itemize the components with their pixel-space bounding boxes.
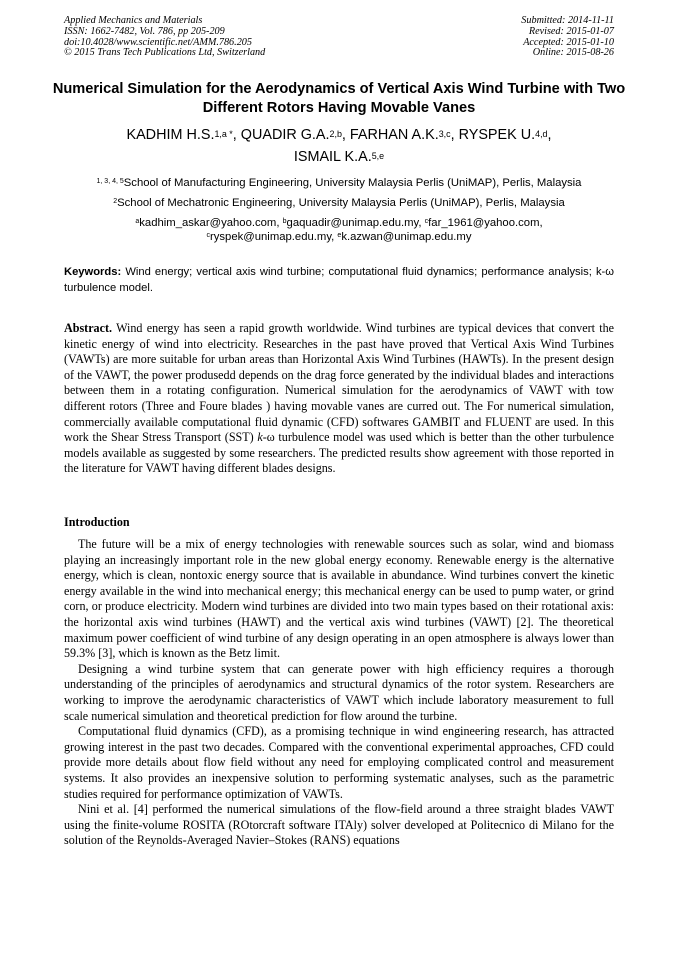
paragraph: The future will be a mix of energy technologies with renewable sources such as solar, wind and biomass playing an increasingly important role in the new global energy economy. Renewable energy is the alternative energy, which is clean, nontoxic energy source that is available in abundance. Wind turbines convert the kinetic energy available in the wind into mechanical energy; this mechanical energy can be used to pump water, or grind corn, or produce electricity. Modern wind turbines are divided into two main types based on their rotational axis: the horizontal axis wind turbines (HAWT) and the vertical axis wind turbines (VAWT) [2]. The theoretical maximum power coefficient of wind turbine of any design operating in an open atmosphere is always lower than 59.3% [3], which is known as the Betz limit.: [64, 537, 614, 661]
abstract-label: Abstract.: [64, 321, 113, 335]
author-sup: 1,a *: [214, 129, 233, 140]
journal-info: [64, 16, 265, 59]
affiliation: [40, 196, 638, 210]
journal-issn: ISSN: 1662-7482, Vol. 786, pp 205-209: [64, 25, 225, 37]
email-sup: c: [424, 218, 429, 226]
publication-dates: [521, 16, 614, 59]
affiliation-text: School of Manufacturing Engineering, University Malaysia Perlis (UniMAP), Perlis, Malaysia: [123, 177, 582, 189]
introduction-heading: Introduction: [64, 515, 130, 529]
abstract-block: [64, 321, 614, 477]
author-name: FARHAN A.K.: [349, 127, 439, 143]
email-sup: a: [135, 218, 140, 226]
keywords-text: Wind energy; vertical axis wind turbine; computational fluid dynamics; performance analysis; k-ω turbulence model.: [64, 266, 615, 294]
affiliation: [40, 176, 638, 190]
author-sup: 2,b: [329, 129, 342, 140]
paragraph: Computational fluid dynamics (CFD), as a promising technique in wind engineering research, has attracted growing interest in the past two decades. Compared with the conventional experimental approaches, CFD could provide more details about flow field without any need for employing complicated control and measurement systems. It also provides an inexpensive solution to performing systematic analyses, such as the parametric studies required for performance optimization of VAWTs.: [64, 724, 614, 801]
author-list: KADHIM H.S.$^{1,a *}$, QUADIR G.A.$^{2,b}$, FARHAN A.K.$^{3,c}$, RYSPEK U.$^{4,d}$, ISMAIL K.A.$^{5,e}$: [126, 127, 552, 165]
paragraph: Nini et al. [4] performed the numerical simulations of the flow-field around a three straight blades VAWT using the finite-volume ROSITA (ROtorcraft software ITAly) solver developed at Politecnico di Milano for the solution of the Reynolds-Averaged Navier–Stokes (RANS) equations: [64, 802, 614, 848]
k-symbol: k: [257, 430, 263, 445]
affiliation-text: School of Mechatronic Engineering, University Malaysia Perlis (UniMAP), Perlis, Malaysia: [117, 197, 565, 209]
email-link[interactable]: k.azwan@unimap.edu.my: [341, 231, 472, 243]
author-sup: 4,d: [535, 129, 548, 140]
email-link[interactable]: gaquadir@unimap.edu.my: [286, 217, 419, 229]
journal-name: Applied Mechanics and Materials: [64, 15, 203, 26]
email-sup: b: [282, 218, 287, 226]
paragraph: Designing a wind turbine system that can generate power with high efficiency requires a thorough understanding of the principles of aerodynamics and structural dynamics of the rotor system. Researchers are working to improve the aerodynamic characteristics of VAWT which include laboratory measurement to full scale numerical simulation and theoretical prediction for flow around the turbine.: [64, 661, 614, 723]
email-link[interactable]: kadhim_askar@yahoo.com: [139, 217, 277, 229]
author-name: RYSPEK U.: [458, 127, 536, 143]
email-sup: e: [337, 232, 342, 240]
email-sup: c: [206, 232, 210, 240]
author-name: QUADIR G.A.: [240, 127, 330, 143]
email-link[interactable]: ryspek@unimap.edu.my: [210, 231, 332, 243]
journal-doi: doi:10.4028/www.scientific.net/AMM.786.205: [64, 36, 252, 48]
date-online: Online: 2015-08-26: [532, 47, 614, 59]
affiliation-sup: 1, 3, 4, 5: [96, 178, 124, 186]
affiliation-sup: 2: [113, 198, 118, 206]
introduction-body: [64, 537, 614, 849]
keywords-label: Keywords:: [64, 266, 122, 278]
date-accepted: Accepted: 2015-01-10: [523, 36, 614, 48]
abstract-text: Wind energy has seen a rapid growth worldwide. Wind turbines are typical devices that convert the kinetic energy of wind into electricity. Researches in the past have proved that Vertical Axis Wind Turbines (VAWTs) are more suitable for urban areas than Horizontal Axis Wind Turbines (HAWTs). In the present design of the VAWT, the power produsedd depends on the drag force generated by the individual blades and interactions between them in a rotating configuration. Numerical simulation for the aerodynamics of VAWT with tow different rotors (Three and Foure blades ) having movable vanes are curred out. The For numerical simulation, commercially available computational fluid dynamic (CFD) softwares GAMBIT and FLUENT are used. In this work the Shear Stress Transport (SST): [64, 321, 614, 445]
email-link[interactable]: far_1961@yahoo.com: [428, 217, 540, 229]
paper-title: Numerical Simulation for the Aerodynamics of Vertical Axis Wind Turbine with Two Different Rotors Having Movable Vanes: [52, 81, 626, 116]
author-name: ISMAIL K.A.: [293, 149, 372, 165]
date-revised: Revised: 2015-01-07: [528, 25, 614, 37]
author-sup: 5,e: [371, 151, 385, 162]
abstract-text-cont: -ω turbulence model was used which is better than the other turbulence models available as suggested by some researchers. The predicted results show agreement with those reported in the literature for VAWT having different blades designs.: [64, 430, 615, 476]
keywords-block: [64, 265, 614, 296]
journal-copyright: © 2015 Trans Tech Publications Ltd, Switzerland: [64, 47, 266, 59]
author-sup: 3,c: [438, 129, 451, 140]
author-name: KADHIM H.S.: [126, 127, 215, 143]
author-emails: $^a$kadhim_askar@yahoo.com, $^b$gaquadir@unimap.edu.my, $^c$far_1961@yahoo.com, $^c$ryspek@unimap.edu.my, $^e$k.azwan@unimap.edu.my: [135, 217, 543, 243]
date-submitted: Submitted: 2014-11-11: [521, 15, 614, 26]
